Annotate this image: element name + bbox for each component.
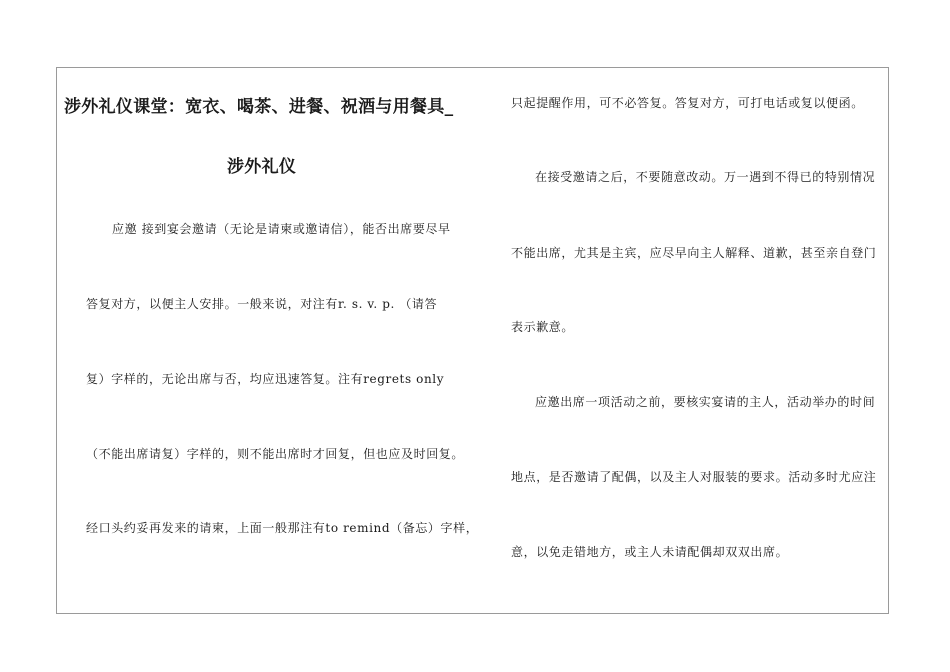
body-text-line: 复）字样的，无论出席与否，均应迅速答复。注有regrets only (86, 372, 445, 386)
document-subtitle: 涉外礼仪 (227, 157, 297, 177)
body-text-line: 答复对方，以便主人安排。一般来说，对注有r. s. v. p. （请答 (86, 297, 438, 311)
body-text-line: 表示歉意。 (511, 320, 575, 334)
body-text-line: 在接受邀请之后，不要随意改动。万一遇到不得已的特别情况 (535, 170, 876, 184)
document-title: 涉外礼仪课堂：宽衣、喝茶、进餐、祝酒与用餐具_ (64, 97, 454, 117)
body-text-line: 经口头约妥再发来的请柬，上面一般那注有to remind（备忘）字样， (86, 521, 479, 535)
body-text-line: （不能出席请复）字样的，则不能出席时才回复，但也应及时回复。 (86, 447, 465, 461)
body-text-line: 意，以免走错地方，或主人未请配偶却双双出席。 (511, 545, 789, 559)
body-text-line: 地点，是否邀请了配偶，以及主人对服装的要求。活动多时尤应注 (511, 470, 877, 484)
page-frame (56, 67, 889, 614)
body-text-line: 不能出席，尤其是主宾，应尽早向主人解释、道歉，甚至亲自登门 (511, 246, 877, 260)
body-text-line: 应邀 接到宴会邀请（无论是请柬或邀请信），能否出席要尽早 (112, 222, 451, 236)
body-text-line: 只起提醒作用，可不必答复。答复对方，可打电话或复以便函。 (511, 96, 864, 110)
body-text-line: 应邀出席一项活动之前，要核实宴请的主人，活动举办的时间 (535, 395, 876, 409)
